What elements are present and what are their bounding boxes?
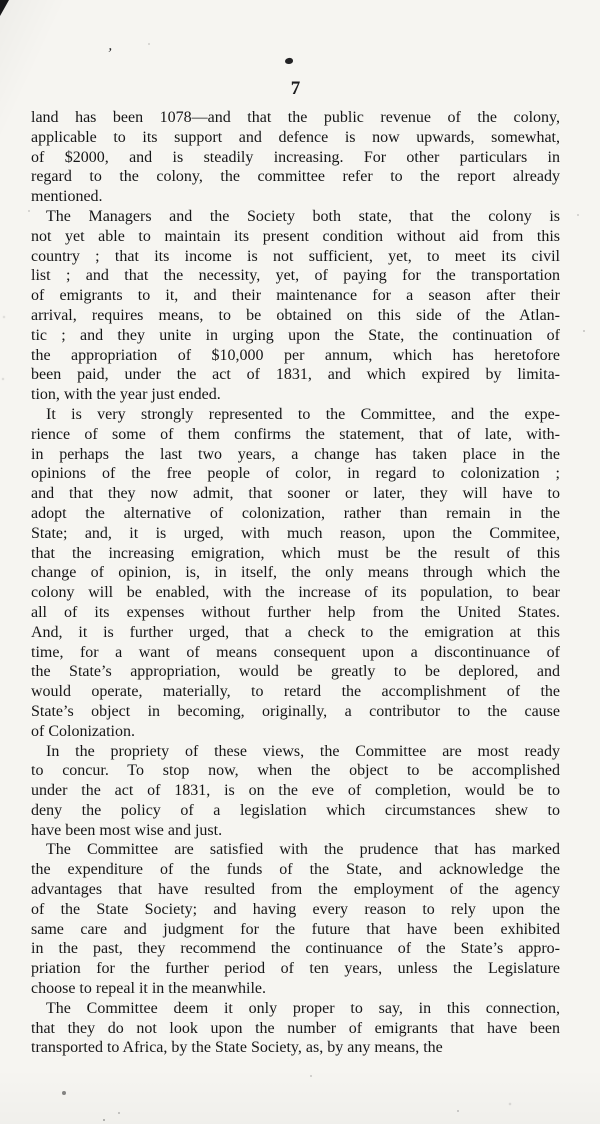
text-line: tion, with the year just ended. — [31, 386, 221, 404]
text-line: transported to Africa, by the State Society, as, by any means, the — [31, 1039, 443, 1057]
paragraph — [31, 742, 560, 841]
text-line: In the propriety of these views, the Committee are most ready — [46, 742, 560, 760]
paragraph — [31, 207, 560, 405]
text-line: land has been 1078—and that the public revenue of the colony, — [31, 109, 560, 126]
text-line: the expenditure of the funds of the State, and acknowledge the — [31, 861, 560, 879]
text-line: advantages that have resulted from the employment of the agency — [31, 881, 560, 899]
text-line: not yet able to maintain its present condition without aid from this — [31, 227, 560, 245]
text-line: that the increasing emigration, which must be the result of this — [31, 544, 560, 562]
paragraph — [31, 405, 560, 742]
text-line: arrival, requires means, to be obtained on this side of the Atlan- — [31, 306, 560, 324]
text-line: The Committee are satisfied with the prudence that has marked — [46, 841, 560, 859]
text-line: have been most wise and just. — [31, 821, 223, 839]
text-line: It is very strongly represented to the Committee, and the expe- — [46, 405, 560, 423]
text-line: under the act of 1831, is on the eve of completion, would be to — [31, 782, 560, 800]
text-line: that they do not look upon the number of emigrants that have been — [31, 1019, 560, 1037]
text-line: and that they now admit, that sooner or later, they will have to — [31, 485, 560, 503]
text-line: of Colonization. — [31, 722, 135, 740]
text-line: priation for the further period of ten years, unless the Legislature — [31, 960, 560, 978]
paragraph — [31, 108, 560, 207]
text-line: rience of some of them confirms the statement, that of late, with- — [31, 425, 560, 443]
text-line: applicable to its support and defence is now upwards, somewhat, — [31, 128, 560, 146]
text-line: list ; and that the necessity, yet, of paying for the transportation — [31, 267, 560, 285]
scan-ink-dot — [284, 57, 293, 65]
text-line: State; and, it is urged, with much reason, upon the Commitee, — [31, 524, 560, 542]
text-line: the State’s appropriation, would be greatly to be deplored, and — [31, 663, 560, 681]
text-line: adopt the alternative of colonization, rather than remain in the — [31, 504, 560, 522]
page-number: 7 — [290, 78, 302, 99]
text-line: in the past, they recommend the continuance of the State’s appro- — [31, 940, 560, 958]
text-line: The Managers and the Society both state, that the colony is — [46, 207, 560, 225]
text-line: time, for a want of means consequent upon a discontinuance of — [31, 643, 560, 661]
text-line: would operate, materially, to retard the accomplishment of the — [31, 683, 560, 701]
text-line: to concur. To stop now, when the object to be accomplished — [31, 762, 560, 780]
text-line: of the State Society; and having every reason to rely upon the — [31, 900, 560, 918]
text-line: all of its expenses without further help from the United States. — [31, 603, 560, 621]
text-line: And, it is further urged, that a check to the emigration at this — [31, 623, 560, 641]
paragraph — [31, 840, 560, 998]
scan-speck-apostrophe: ’ — [105, 45, 114, 63]
text-line: State’s object in becoming, originally, a contributor to the cause — [31, 702, 560, 720]
text-line: tic ; and they unite in urging upon the State, the continuation of — [31, 326, 560, 344]
text-line: change of opinion, is, in itself, the only means through which the — [31, 564, 560, 582]
text-line: choose to repeal it in the meanwhile. — [31, 980, 267, 998]
paragraph — [31, 999, 560, 1058]
text-line: of emigrants to it, and their maintenance for a season after their — [31, 287, 560, 305]
text-line: opinions of the free people of color, in regard to colonization ; — [31, 465, 560, 483]
text-line: same care and judgment for the future that have been exhibited — [31, 920, 560, 938]
text-line: The Committee deem it only proper to say, in this connection, — [46, 999, 560, 1017]
text-block — [31, 108, 560, 1058]
text-line: deny the policy of a legislation which circumstances shew to — [31, 801, 560, 819]
text-line: colony will be enabled, with the increase of its population, to bear — [31, 584, 560, 602]
text-line: of $2000, and is steadily increasing. For other particulars in — [31, 148, 560, 166]
text-line: the appropriation of $10,000 per annum, which has heretofore — [31, 346, 560, 364]
text-line: in perhaps the last two years, a change has taken place in the — [31, 445, 560, 463]
text-line: country ; that its income is not sufficient, yet, to meet its civil — [31, 247, 560, 265]
text-line: been paid, under the act of 1831, and which expired by limita- — [31, 366, 560, 384]
scan-noise-specks — [0, 0, 2, 2]
text-line: regard to the colony, the committee refer to the report already — [31, 168, 560, 186]
text-line: mentioned. — [31, 188, 103, 206]
scan-corner-artifact — [0, 0, 9, 16]
